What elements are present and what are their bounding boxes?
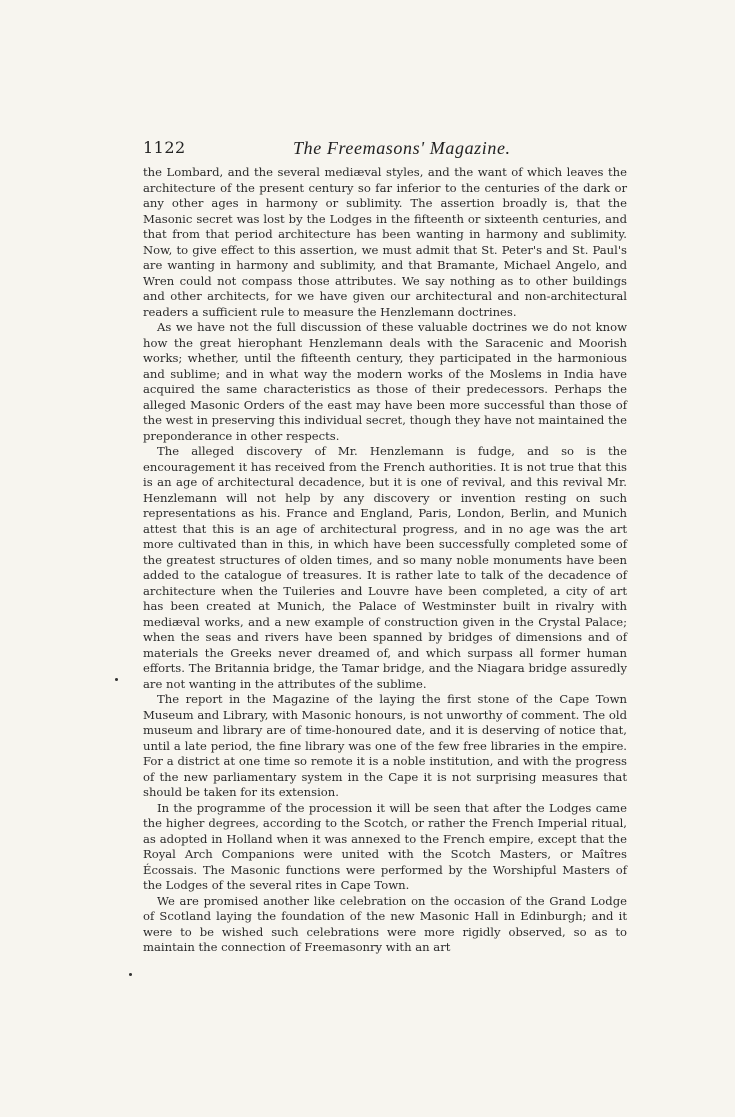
paragraph-6: We are promised another like celebration on the occasion of the Grand Lodge of Scotland laying the foundation of the new Masonic Hall in Edinburgh; and it were to be wished such celebrations were more rigidly observed, so as to maintain the connection of Freemasonry with an art [143,893,627,954]
paragraph-1: the Lombard, and the several mediæval styles, and the want of which leaves the architecture of the present century so far inferior to the centuries of the dark or any other ages in harmony or sublimity. The assertion broadly is, that the Masonic secret was lost by the Lodges in the fifteenth or sixteenth centuries, and that from that period architecture has been wanting in harmony and sublimity. Now, to give effect to this assertion, we must admit that St. Peter's and St. Paul's are wanting in harmony and sublimity, and that Bramante, Michael Angelo, and Wren could not compass those attributes. We say nothing as to other buildings and other architects, for we have given our architectural and non-architectural readers a sufficient rule to measure the Henzlemann doctrines. [143,165,627,319]
paragraph-5: In the programme of the procession it will be seen that after the Lodges came the higher degrees, according to the Scotch, or rather the French Imperial ritual, as adopted in Holland when it was annexed to the French empire, except that the Royal Arch Companions were united with the Scotch Masters, or Maîtres Écossais. The Masonic functions were performed by the Worshipful Masters of the Lodges of the several rites in Cape Town. [143,800,627,892]
paragraph-4: The report in the Magazine of the laying the first stone of the Cape Town Museum and Library, with Masonic honours, is not unworthy of comment. The old museum and library are of time-honoured date, and it is deserving of notice that, until a late period, the fine library was one of the few free libraries in the empire. For a district at one time so remote it is a noble institution, and with the progress of the new parliamentary system in the Cape it is not surprising measures that should be taken for its extension. [143,692,627,799]
paragraph-2: As we have not the full discussion of these valuable doctrines we do not know how the great hierophant Henzlemann deals with the Saracenic and Moorish works; whether, until the fifteenth century, they participated in the harmonious and sublime; and in what way the modern works of the Moslems in India have acquired the same characteristics as those of their predecessors. Perhaps the alleged Masonic Orders of the east may have been more successful than those of the west in preserving this individual secret, though they have not maintained the preponderance in other respects. [143,320,627,443]
margin-speck [115,678,118,681]
page-number: 1122 [143,138,186,157]
margin-speck [129,973,132,976]
running-title: The Freemasons' Magazine. [293,138,511,158]
page-header [143,138,633,160]
paragraph-3: The alleged discovery of Mr. Henzlemann is fudge, and so is the encouragement it has received from the French authorities. It is not true that this is an age of architectural decadence, but it is one of revival, and this revival Mr. Henzlemann will not help by any discovery or invention resting on such representations as his. France and England, Paris, London, Berlin, and Munich attest that this is an age of architectural progress, and in no age was the art more cultivated than in this, in which have been successfully completed some of the greatest structures of olden times, and so many noble monuments have been added to the catalogue of treasures. It is rather late to talk of the decadence of architecture when the Tuileries and Louvre have been completed, a city of art has been created at Munich, the Palace of Westminster built in rivalry with mediæval works, and a new example of construction given in the Crystal Palace; when the seas and rivers have been spanned by bridges of dimensions and of materials the Greeks never dreamed of, and which surpass all former human efforts. The Britannia bridge, the Tamar bridge, and the Niagara bridge assuredly are not wanting in the attributes of the sublime. [143,444,627,691]
article-body [143,165,627,956]
